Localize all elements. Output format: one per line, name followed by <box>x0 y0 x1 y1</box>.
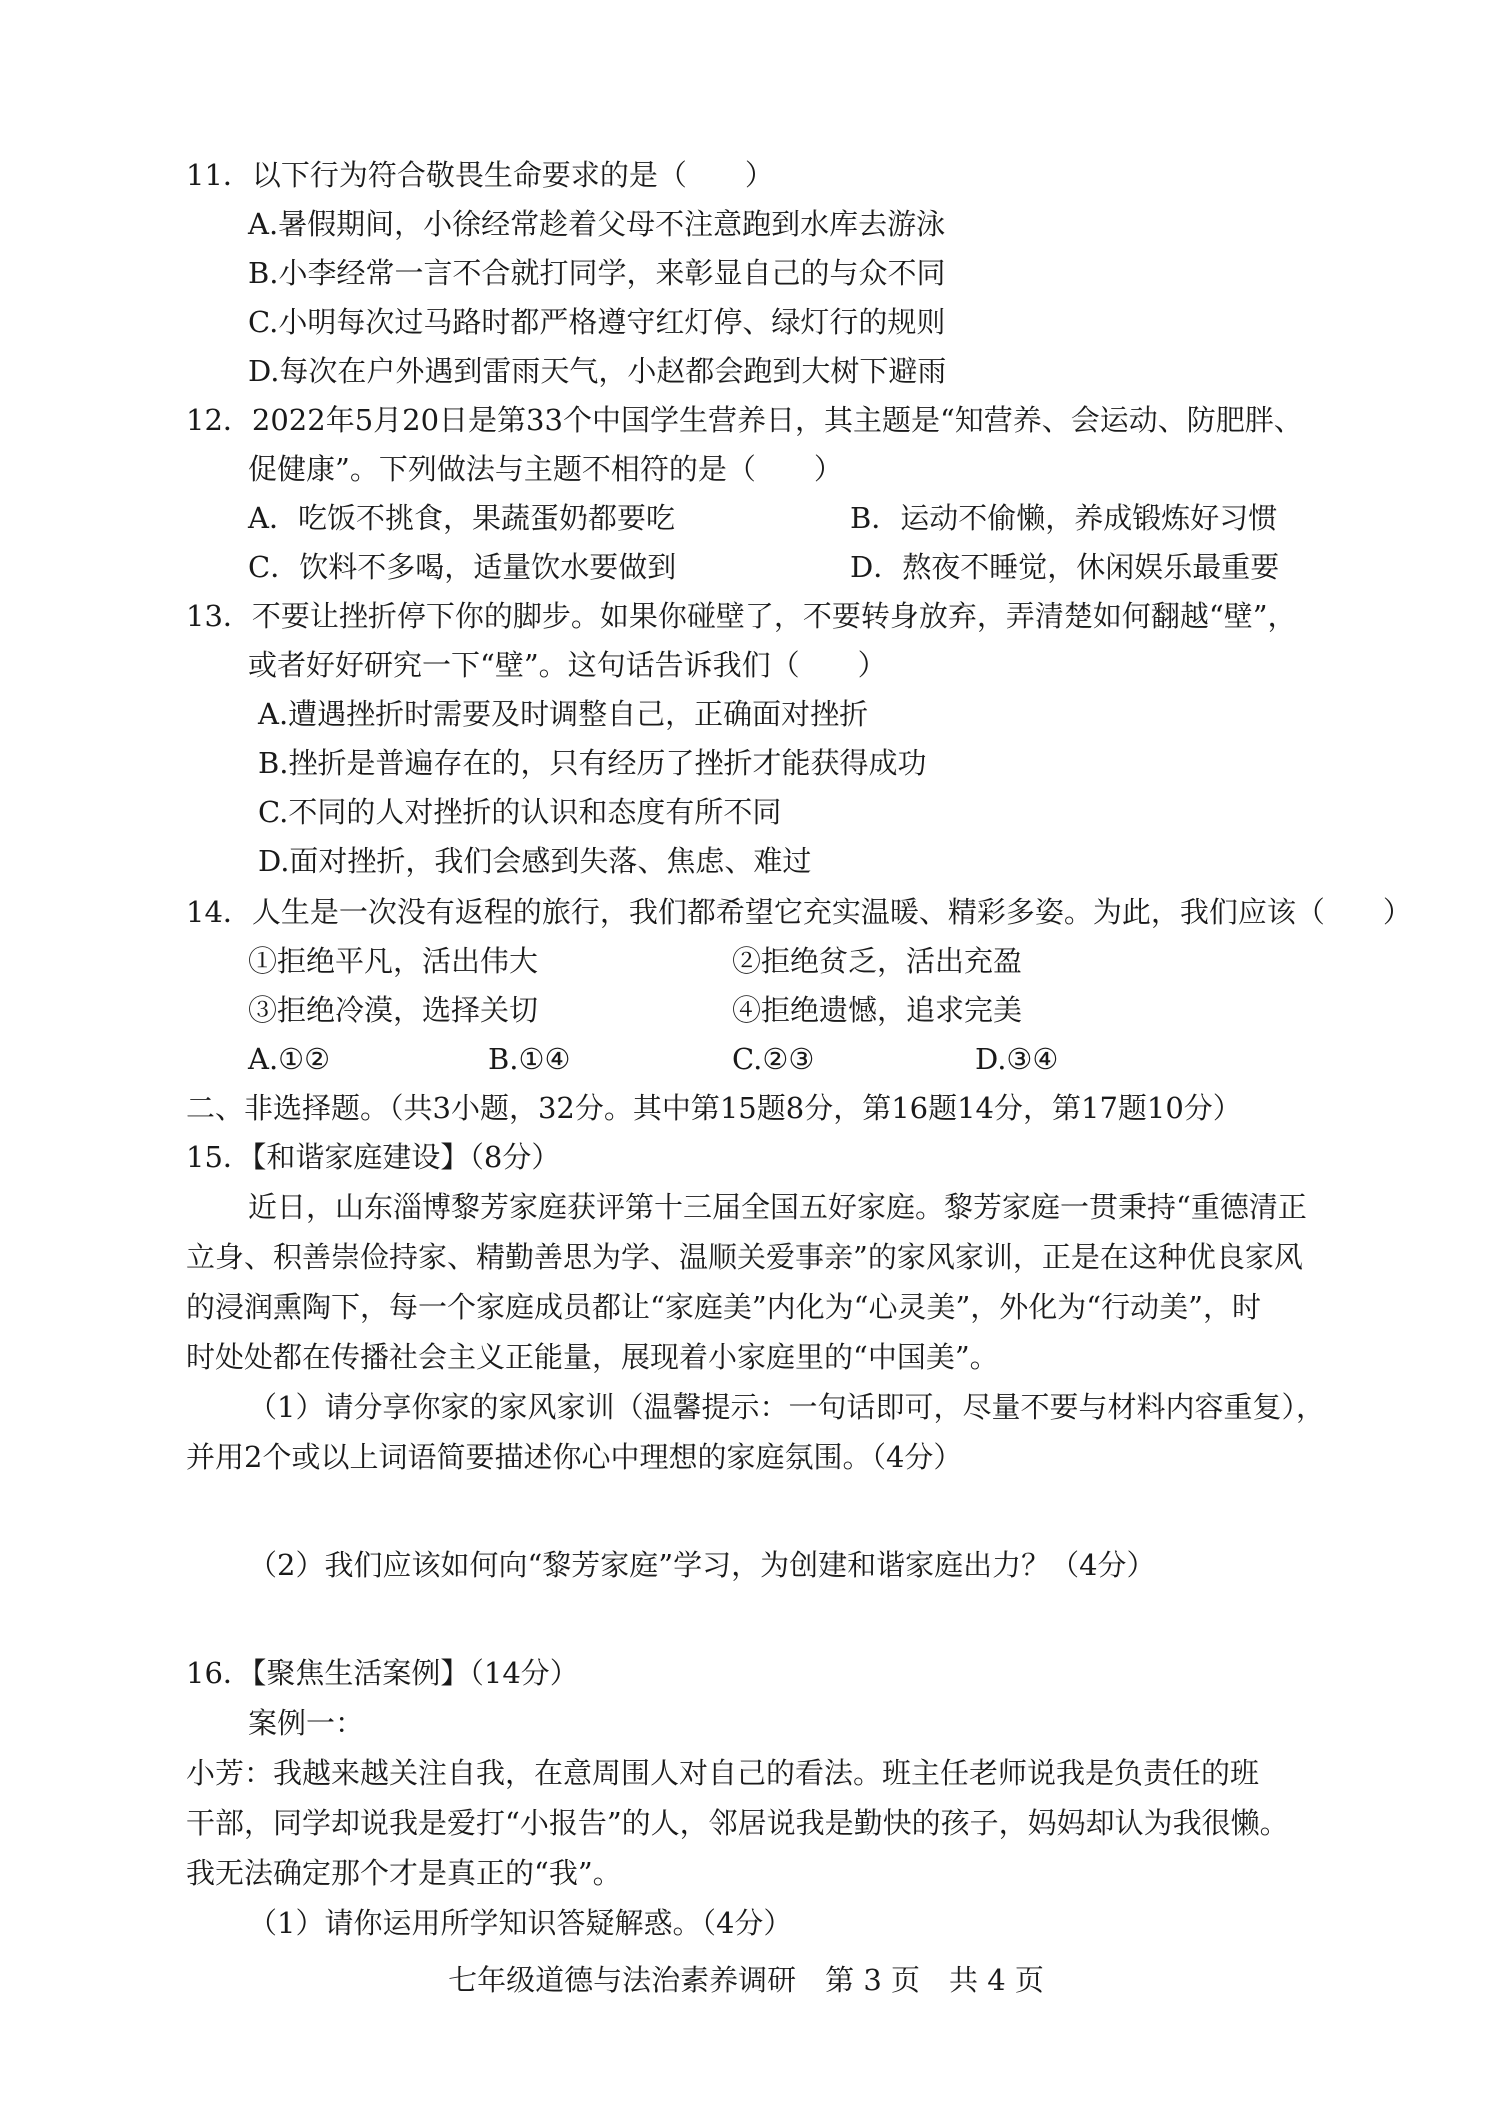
q11-option-b: B.小李经常一言不合就打同学，来彰显自己的与众不同 <box>248 256 946 290</box>
q16-title: 16．【聚焦生活案例】（14分） <box>186 1656 579 1690</box>
q15-material-line2: 立身、积善崇俭持家、精勤善思为学、温顺关爱事亲”的家风家训，正是在这种优良家风 <box>186 1240 1303 1274</box>
q14-option-a: A.①② <box>248 1042 331 1076</box>
q11-option-d: D.每次在户外遇到雷雨天气，小赵都会跑到大树下避雨 <box>248 354 947 388</box>
q15-material-line3: 的浸润熏陶下，每一个家庭成员都让“家庭美”内化为“心灵美”，外化为“行动美”，时 <box>186 1290 1261 1324</box>
q14-statement-2: ②拒绝贫乏，活出充盈 <box>732 944 1023 978</box>
q14-statement-1: ①拒绝平凡，活出伟大 <box>248 944 539 978</box>
q12-option-c: C．饮料不多喝，适量饮水要做到 <box>248 550 677 584</box>
q14-stem: 14．人生是一次没有返程的旅行，我们都希望它充实温暖、精彩多姿。为此，我们应该（ ） <box>186 895 1412 929</box>
q13-option-a: A.遭遇挫折时需要及时调整自己，正确面对挫折 <box>258 697 869 731</box>
q15-material-line4: 时处处都在传播社会主义正能量，展现着小家庭里的“中国美”。 <box>186 1340 999 1374</box>
q12-stem-line2: 促健康”。下列做法与主题不相符的是（ ） <box>248 452 843 486</box>
q16-sub1: （1）请你运用所学知识答疑解惑。（4分） <box>248 1906 793 1940</box>
q16-case-label: 案例一： <box>248 1706 365 1740</box>
q14-statement-4: ④拒绝遗憾，追求完美 <box>732 993 1023 1027</box>
q13-stem-line1: 13．不要让挫折停下你的脚步。如果你碰壁了，不要转身放弃，弄清楚如何翻越“壁”， <box>186 599 1297 633</box>
section-2-heading: 二、非选择题。（共3小题，32分。其中第15题8分，第16题14分，第17题10分） <box>186 1091 1242 1125</box>
q13-option-c: C.不同的人对挫折的认识和态度有所不同 <box>258 795 782 829</box>
q13-option-b: B.挫折是普遍存在的，只有经历了挫折才能获得成功 <box>258 746 927 780</box>
q11-option-a: A.暑假期间，小徐经常趁着父母不注意跑到水库去游泳 <box>248 207 946 241</box>
q15-sub1-line2: 并用2个或以上词语简要描述你心中理想的家庭氛围。（4分） <box>186 1440 963 1474</box>
q16-case-line2: 干部，同学却说我是爱打“小报告”的人，邻居说我是勤快的孩子，妈妈却认为我很懒。 <box>186 1806 1289 1840</box>
q15-sub1-line1: （1）请分享你家的家风家训（温馨提示：一句话即可，尽量不要与材料内容重复）， <box>248 1390 1325 1424</box>
q12-stem-line1: 12．2022年5月20日是第33个中国学生营养日，其主题是“知营养、会运动、防肥胖、 <box>186 403 1303 437</box>
q15-sub2: （2）我们应该如何向“黎芳家庭”学习，为创建和谐家庭出力？（4分） <box>248 1548 1156 1582</box>
q12-option-b: B．运动不偷懒，养成锻炼好习惯 <box>850 501 1278 535</box>
q13-stem-line2: 或者好好研究一下“壁”。这句话告诉我们（ ） <box>248 648 887 682</box>
q12-option-d: D．熬夜不睡觉，休闲娱乐最重要 <box>850 550 1280 584</box>
q14-option-b: B.①④ <box>488 1042 571 1076</box>
q16-case-line3: 我无法确定那个才是真正的“我”。 <box>186 1856 622 1890</box>
page-footer: 七年级道德与法治素养调研 第 3 页 共 4 页 <box>448 1963 1044 1997</box>
q14-option-c: C.②③ <box>732 1042 815 1076</box>
q15-material-line1: 近日，山东淄博黎芳家庭获评第十三届全国五好家庭。黎芳家庭一贯秉持“重德清正 <box>248 1190 1307 1224</box>
q14-option-d: D.③④ <box>975 1042 1059 1076</box>
q16-case-line1: 小芳：我越来越关注自我，在意周围人对自己的看法。班主任老师说我是负责任的班 <box>186 1756 1260 1790</box>
q15-title: 15．【和谐家庭建设】（8分） <box>186 1140 561 1174</box>
q11-stem: 11．以下行为符合敬畏生命要求的是（ ） <box>186 158 774 192</box>
q14-statement-3: ③拒绝冷漠，选择关切 <box>248 993 539 1027</box>
q13-option-d: D.面对挫折，我们会感到失落、焦虑、难过 <box>258 844 812 878</box>
q11-option-c: C.小明每次过马路时都严格遵守红灯停、绿灯行的规则 <box>248 305 946 339</box>
q12-option-a: A．吃饭不挑食，果蔬蛋奶都要吃 <box>248 501 675 535</box>
